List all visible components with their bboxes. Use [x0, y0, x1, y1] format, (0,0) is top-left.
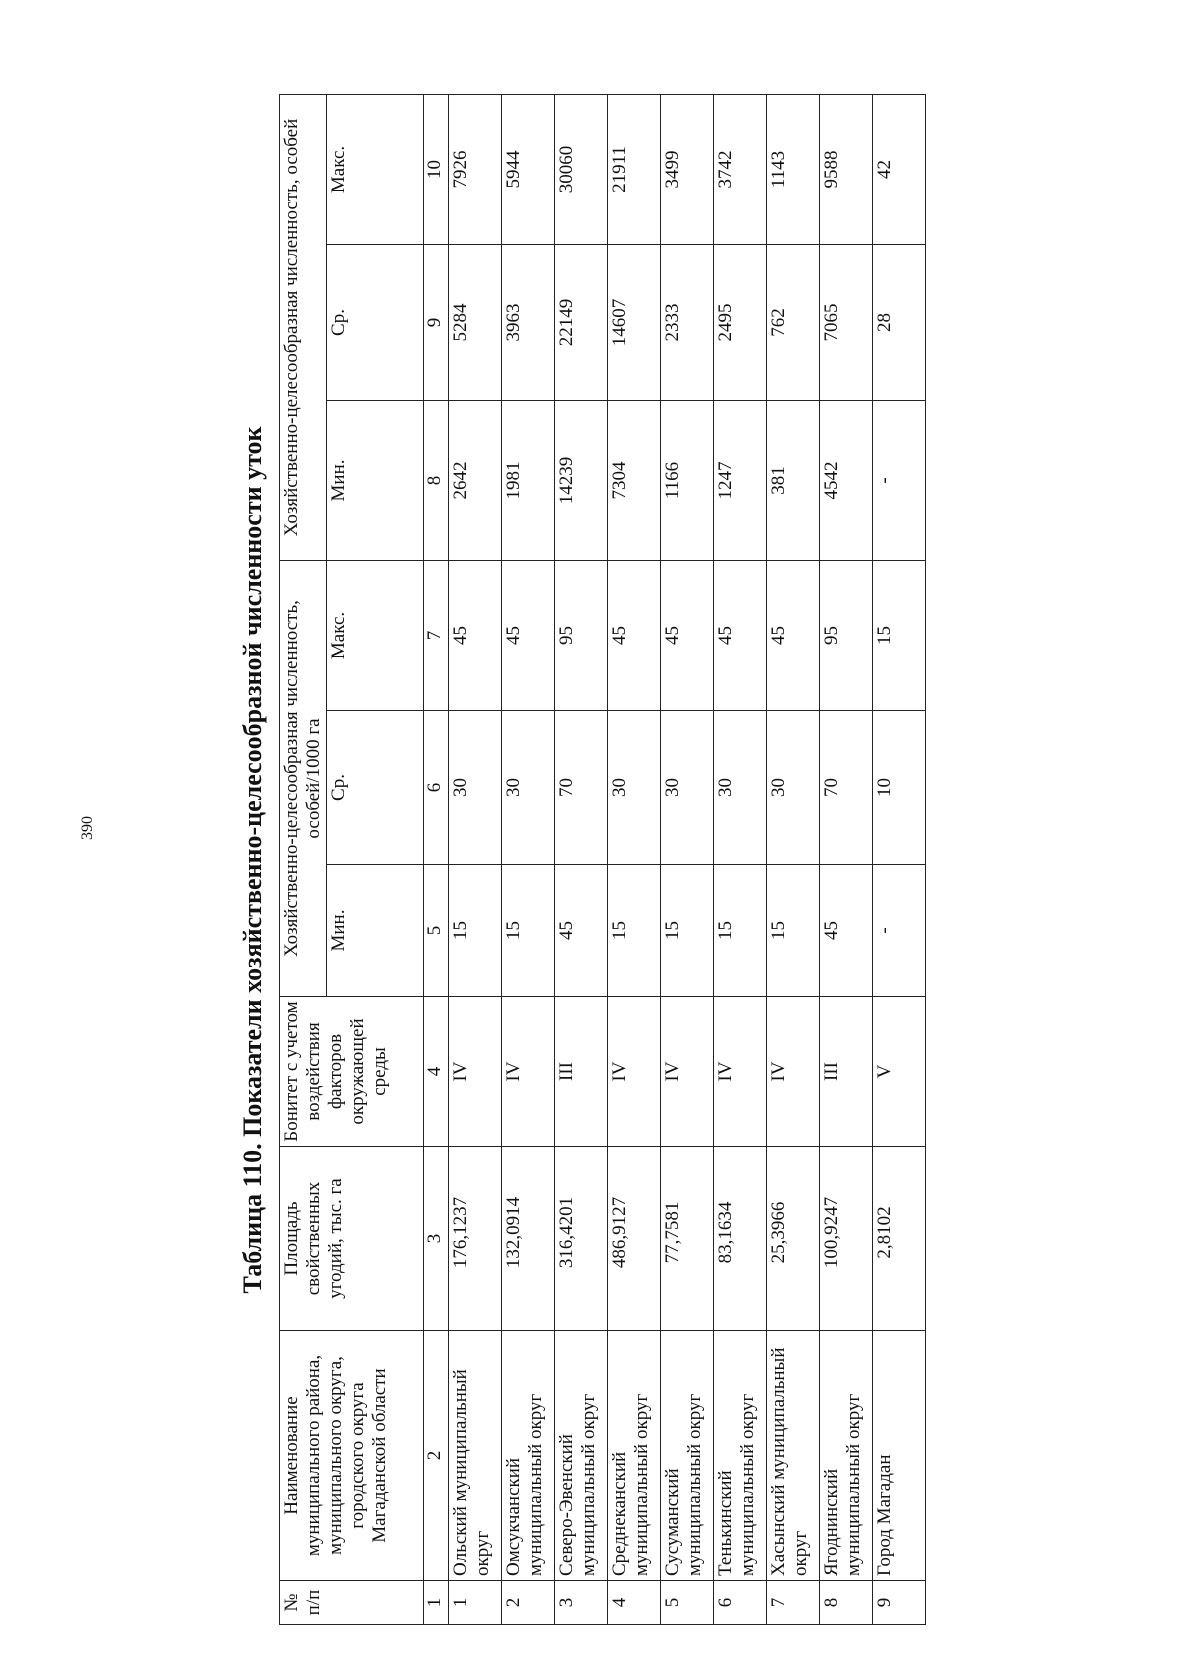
- count-max: 3742: [714, 94, 767, 244]
- table-row: [767, 94, 820, 1624]
- bonitet-value: IV: [608, 997, 661, 1147]
- district-name: Среднеканский муниципальный округ: [608, 1331, 661, 1581]
- density-min: 15: [502, 865, 555, 997]
- density-max: 95: [820, 560, 873, 710]
- count-max: 7926: [449, 94, 502, 244]
- column-number: 4: [424, 997, 449, 1147]
- count-avg: 3963: [502, 244, 555, 400]
- column-number: 10: [424, 94, 449, 244]
- row-number: 7: [767, 1581, 820, 1625]
- district-name: Город Магадан: [873, 1331, 926, 1581]
- column-number: 5: [424, 865, 449, 997]
- district-name: Омсукчанский муниципальный округ: [502, 1331, 555, 1581]
- count-min: 1166: [661, 400, 714, 560]
- count-max: 9588: [820, 94, 873, 244]
- count-max: 5944: [502, 94, 555, 244]
- bonitet-value: IV: [767, 997, 820, 1147]
- row-number: 8: [820, 1581, 873, 1625]
- bonitet-value: IV: [449, 997, 502, 1147]
- header-count-avg: Ср.: [327, 244, 424, 400]
- row-number: 3: [555, 1581, 608, 1625]
- column-number: 8: [424, 400, 449, 560]
- row-number: 6: [714, 1581, 767, 1625]
- column-number: 9: [424, 244, 449, 400]
- header-bonitet: Бонитет с учетом воздействия факторов окружающей среды: [280, 997, 424, 1147]
- count-min: 7304: [608, 400, 661, 560]
- table-row: [555, 94, 608, 1624]
- page-number: 390: [79, 816, 96, 840]
- count-min: 4542: [820, 400, 873, 560]
- count-avg: 2333: [661, 244, 714, 400]
- bonitet-value: V: [873, 997, 926, 1147]
- count-max: 3499: [661, 94, 714, 244]
- column-number: 2: [424, 1331, 449, 1581]
- density-avg: 30: [661, 711, 714, 865]
- header-row-top: [280, 94, 327, 1624]
- area-value: 83,1634: [714, 1147, 767, 1331]
- district-name: Хасынский муниципальный округ: [767, 1331, 820, 1581]
- district-name: Сусуманский муниципальный округ: [661, 1331, 714, 1581]
- bonitet-value: IV: [714, 997, 767, 1147]
- column-number-row: [424, 94, 449, 1624]
- column-number: 6: [424, 711, 449, 865]
- table-title: Таблица 110. Показатели хозяйственно-целесообразной численности уток: [238, 426, 267, 1294]
- density-min: -: [873, 865, 926, 997]
- row-number: 9: [873, 1581, 926, 1625]
- area-value: 316,4201: [555, 1147, 608, 1331]
- area-value: 77,7581: [661, 1147, 714, 1331]
- bonitet-value: III: [820, 997, 873, 1147]
- density-avg: 30: [714, 711, 767, 865]
- header-name: Наименование муниципального района, муниципального округа, городского округа Магаданской области: [280, 1331, 424, 1581]
- density-min: 15: [661, 865, 714, 997]
- density-avg: 10: [873, 711, 926, 865]
- column-number: 3: [424, 1147, 449, 1331]
- count-avg: 762: [767, 244, 820, 400]
- count-max: 30060: [555, 94, 608, 244]
- table-row: [820, 94, 873, 1624]
- count-max: 21911: [608, 94, 661, 244]
- density-max: 45: [661, 560, 714, 710]
- table-row: [502, 94, 555, 1624]
- column-number: 1: [424, 1581, 449, 1625]
- header-density-group: Хозяйственно-целесообразная численность, особей/1000 га: [280, 560, 327, 996]
- table-body: [424, 94, 926, 1624]
- count-min: 1981: [502, 400, 555, 560]
- count-avg: 28: [873, 244, 926, 400]
- row-number: 5: [661, 1581, 714, 1625]
- rotated-table-page: [227, 95, 937, 1625]
- count-min: 14239: [555, 400, 608, 560]
- count-avg: 7065: [820, 244, 873, 400]
- density-min: 15: [608, 865, 661, 997]
- count-avg: 22149: [555, 244, 608, 400]
- district-name: Северо-Эвенский муниципальный округ: [555, 1331, 608, 1581]
- bonitet-value: III: [555, 997, 608, 1147]
- density-max: 15: [873, 560, 926, 710]
- count-min: 2642: [449, 400, 502, 560]
- area-value: 132,0914: [502, 1147, 555, 1331]
- row-number: 2: [502, 1581, 555, 1625]
- count-min: 381: [767, 400, 820, 560]
- bonitet-value: IV: [502, 997, 555, 1147]
- table-row: [608, 94, 661, 1624]
- density-avg: 30: [449, 711, 502, 865]
- header-no: № п/п: [280, 1581, 424, 1625]
- count-max: 1143: [767, 94, 820, 244]
- density-max: 45: [502, 560, 555, 710]
- density-max: 95: [555, 560, 608, 710]
- density-max: 45: [449, 560, 502, 710]
- bonitet-value: IV: [661, 997, 714, 1147]
- density-max: 45: [714, 560, 767, 710]
- district-name: Ольский муниципальный округ: [449, 1331, 502, 1581]
- density-avg: 70: [820, 711, 873, 865]
- density-avg: 70: [555, 711, 608, 865]
- count-min: 1247: [714, 400, 767, 560]
- row-number: 4: [608, 1581, 661, 1625]
- table-row: [714, 94, 767, 1624]
- density-max: 45: [767, 560, 820, 710]
- area-value: 486,9127: [608, 1147, 661, 1331]
- count-avg: 2495: [714, 244, 767, 400]
- density-min: 45: [820, 865, 873, 997]
- table-row: [449, 94, 502, 1624]
- density-min: 15: [767, 865, 820, 997]
- header-density-max: Макс.: [327, 560, 424, 710]
- count-avg: 5284: [449, 244, 502, 400]
- density-max: 45: [608, 560, 661, 710]
- row-number: 1: [449, 1581, 502, 1625]
- count-min: -: [873, 400, 926, 560]
- density-avg: 30: [502, 711, 555, 865]
- table-row: [873, 94, 926, 1624]
- header-count-min: Мин.: [327, 400, 424, 560]
- area-value: 100,9247: [820, 1147, 873, 1331]
- density-avg: 30: [608, 711, 661, 865]
- district-name: Тенькинский муниципальный округ: [714, 1331, 767, 1581]
- density-avg: 30: [767, 711, 820, 865]
- table-row: [661, 94, 714, 1624]
- area-value: 25,3966: [767, 1147, 820, 1331]
- duck-population-table: [279, 94, 926, 1625]
- district-name: Ягоднинский муниципальный округ: [820, 1331, 873, 1581]
- column-number: 7: [424, 560, 449, 710]
- density-min: 15: [449, 865, 502, 997]
- area-value: 2,8102: [873, 1147, 926, 1331]
- header-density-min: Мин.: [327, 865, 424, 997]
- density-min: 45: [555, 865, 608, 997]
- area-value: 176,1237: [449, 1147, 502, 1331]
- density-min: 15: [714, 865, 767, 997]
- header-area: Площадь свойственных угодий, тыс. га: [280, 1147, 424, 1331]
- header-count-group: Хозяйственно-целесообразная численность, особей: [280, 94, 327, 560]
- count-avg: 14607: [608, 244, 661, 400]
- count-max: 42: [873, 94, 926, 244]
- header-density-avg: Ср.: [327, 711, 424, 865]
- header-count-max: Макс.: [327, 94, 424, 244]
